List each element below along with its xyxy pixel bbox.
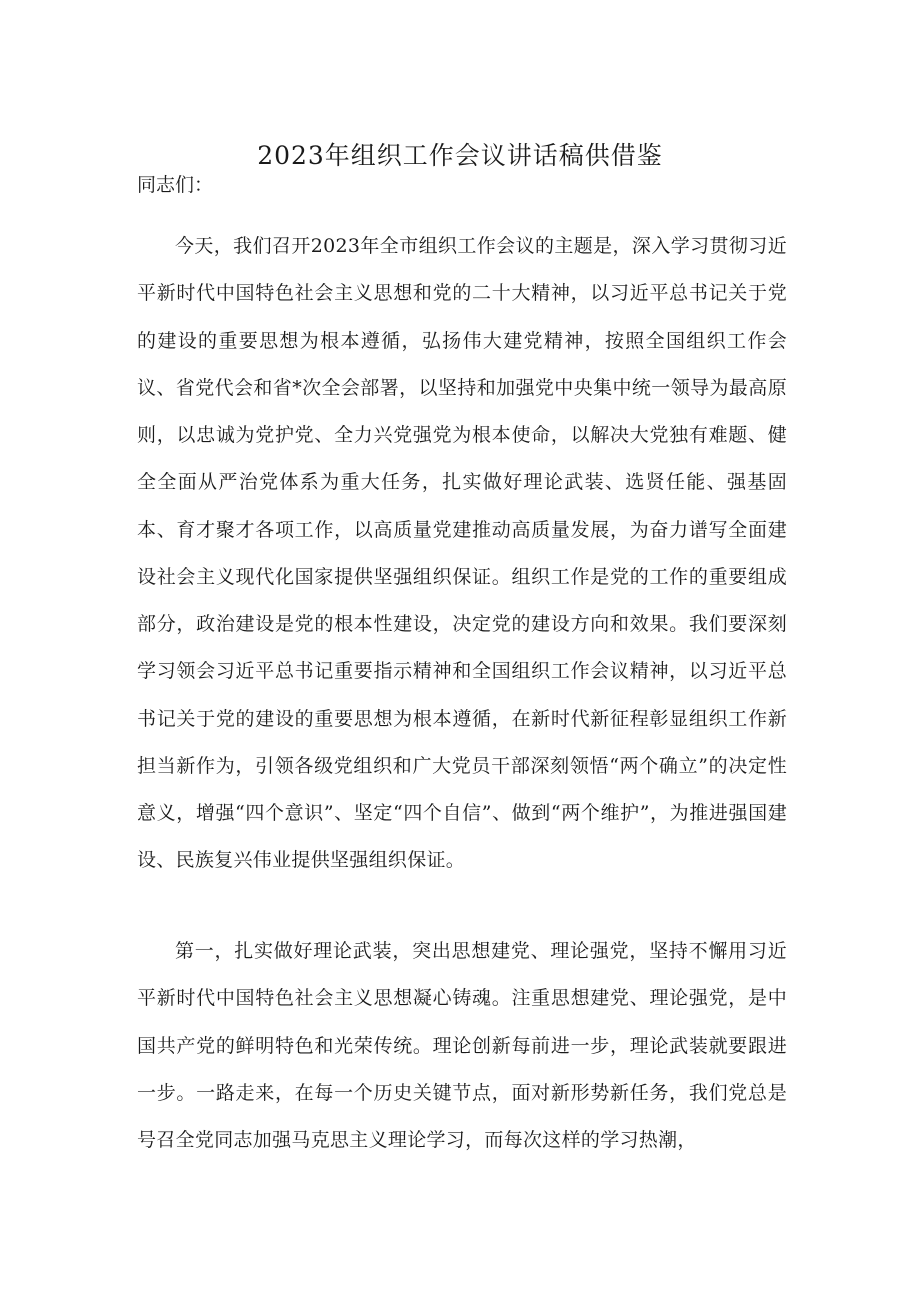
salutation: 同志们： [137,174,214,196]
paragraph-2: 第一，扎实做好理论武装，突出思想建党、理论强党，坚持不懈用习近平新时代中国特色社会主义思想凝心铸魂。注重思想建党、理论强党，是中国共产党的鲜明特色和光荣传统。理论创新每前进一步，理论武装就要跟进一步。一路走来，在每一个历史关键节点，面对新形势新任务，我们党总是号召全党同志加强马克思主义理论学习，而每次这样的学习热潮， [137,940,787,1151]
paragraph-1: 今天，我们召开2023年全市组织工作会议的主题是，深入学习贯彻习近平新时代中国特色社会主义思想和党的二十大精神，以习近平总书记关于党的建设的重要思想为根本遵循，弘扬伟大建党精神，按照全国组织工作会议、省党代会和省*次全会部署，以坚持和加强党中央集中统一领导为最高原则，以忠诚为党护党、全力兴党强党为根本使命，以解决大党独有难题、健全全面从严治党体系为重大任务，扎实做好理论武装、选贤任能、强基固本、育才聚才各项工作，以高质量党建推动高质量发展，为奋力谱写全面建设社会主义现代化国家提供坚强组织保证。组织工作是党的工作的重要组成部分，政治建设是党的根本性建设，决定党的建设方向和效果。我们要深刻学习领会习近平总书记重要指示精神和全国组织工作会议精神，以习近平总书记关于党的建设的重要思想为根本遵循，在新时代新征程彰显组织工作新担当新作为，引领各级党组织和广大党员干部深刻领悟“两个确立”的决定性意义，增强“四个意识”、坚定“四个自信”、做到“两个维护”，为推进强国建设、民族复兴伟业提供坚强组织保证。 [137,235,787,872]
document-title: 2023年组织工作会议讲话稿供借鉴 [257,141,663,170]
